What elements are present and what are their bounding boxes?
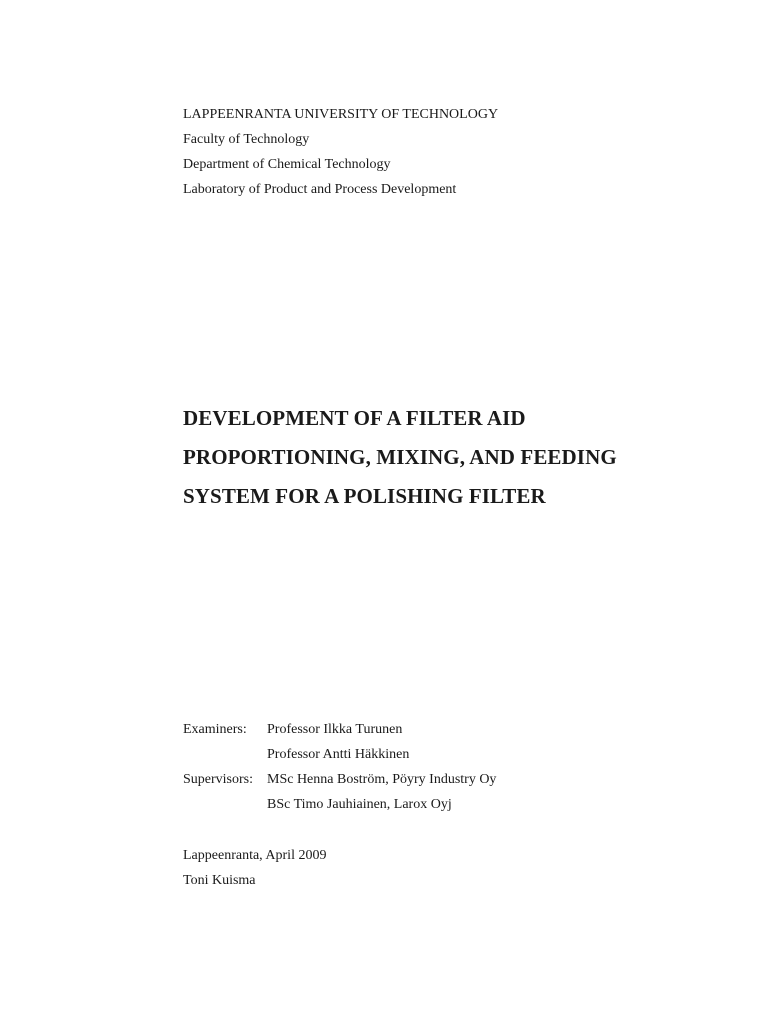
university-name: LAPPEENRANTA UNIVERSITY OF TECHNOLOGY — [183, 107, 499, 122]
examiner-row — [183, 717, 496, 742]
place-date: Lappeenranta, April 2009 — [183, 848, 327, 863]
faculty-name: Faculty of Technology — [183, 132, 310, 147]
empty-role-cell — [183, 742, 267, 767]
title-line-2: PROPORTIONING, MIXING, AND FEEDING — [183, 445, 617, 469]
examiner-name: Professor Ilkka Turunen — [267, 722, 403, 737]
examiners-label: Examiners: — [183, 722, 247, 737]
footer-block — [183, 843, 326, 893]
author-name: Toni Kuisma — [183, 873, 256, 888]
examiners-supervisors-table — [183, 717, 496, 817]
title-line-3: SYSTEM FOR A POLISHING FILTER — [183, 484, 546, 508]
examiner-row — [183, 742, 496, 767]
empty-role-cell — [183, 792, 267, 817]
title-line-1: DEVELOPMENT OF A FILTER AID — [183, 406, 526, 430]
supervisor-row — [183, 792, 496, 817]
supervisors-label: Supervisors: — [183, 772, 253, 787]
affiliation-block — [183, 102, 498, 202]
supervisor-name: MSc Henna Boström, Pöyry Industry Oy — [267, 772, 497, 787]
department-name: Department of Chemical Technology — [183, 157, 391, 172]
examiner-name: Professor Antti Häkkinen — [267, 747, 410, 762]
thesis-title — [183, 399, 617, 516]
supervisor-row — [183, 767, 496, 792]
laboratory-name: Laboratory of Product and Process Development — [183, 182, 457, 197]
supervisor-name: BSc Timo Jauhiainen, Larox Oyj — [267, 797, 452, 812]
